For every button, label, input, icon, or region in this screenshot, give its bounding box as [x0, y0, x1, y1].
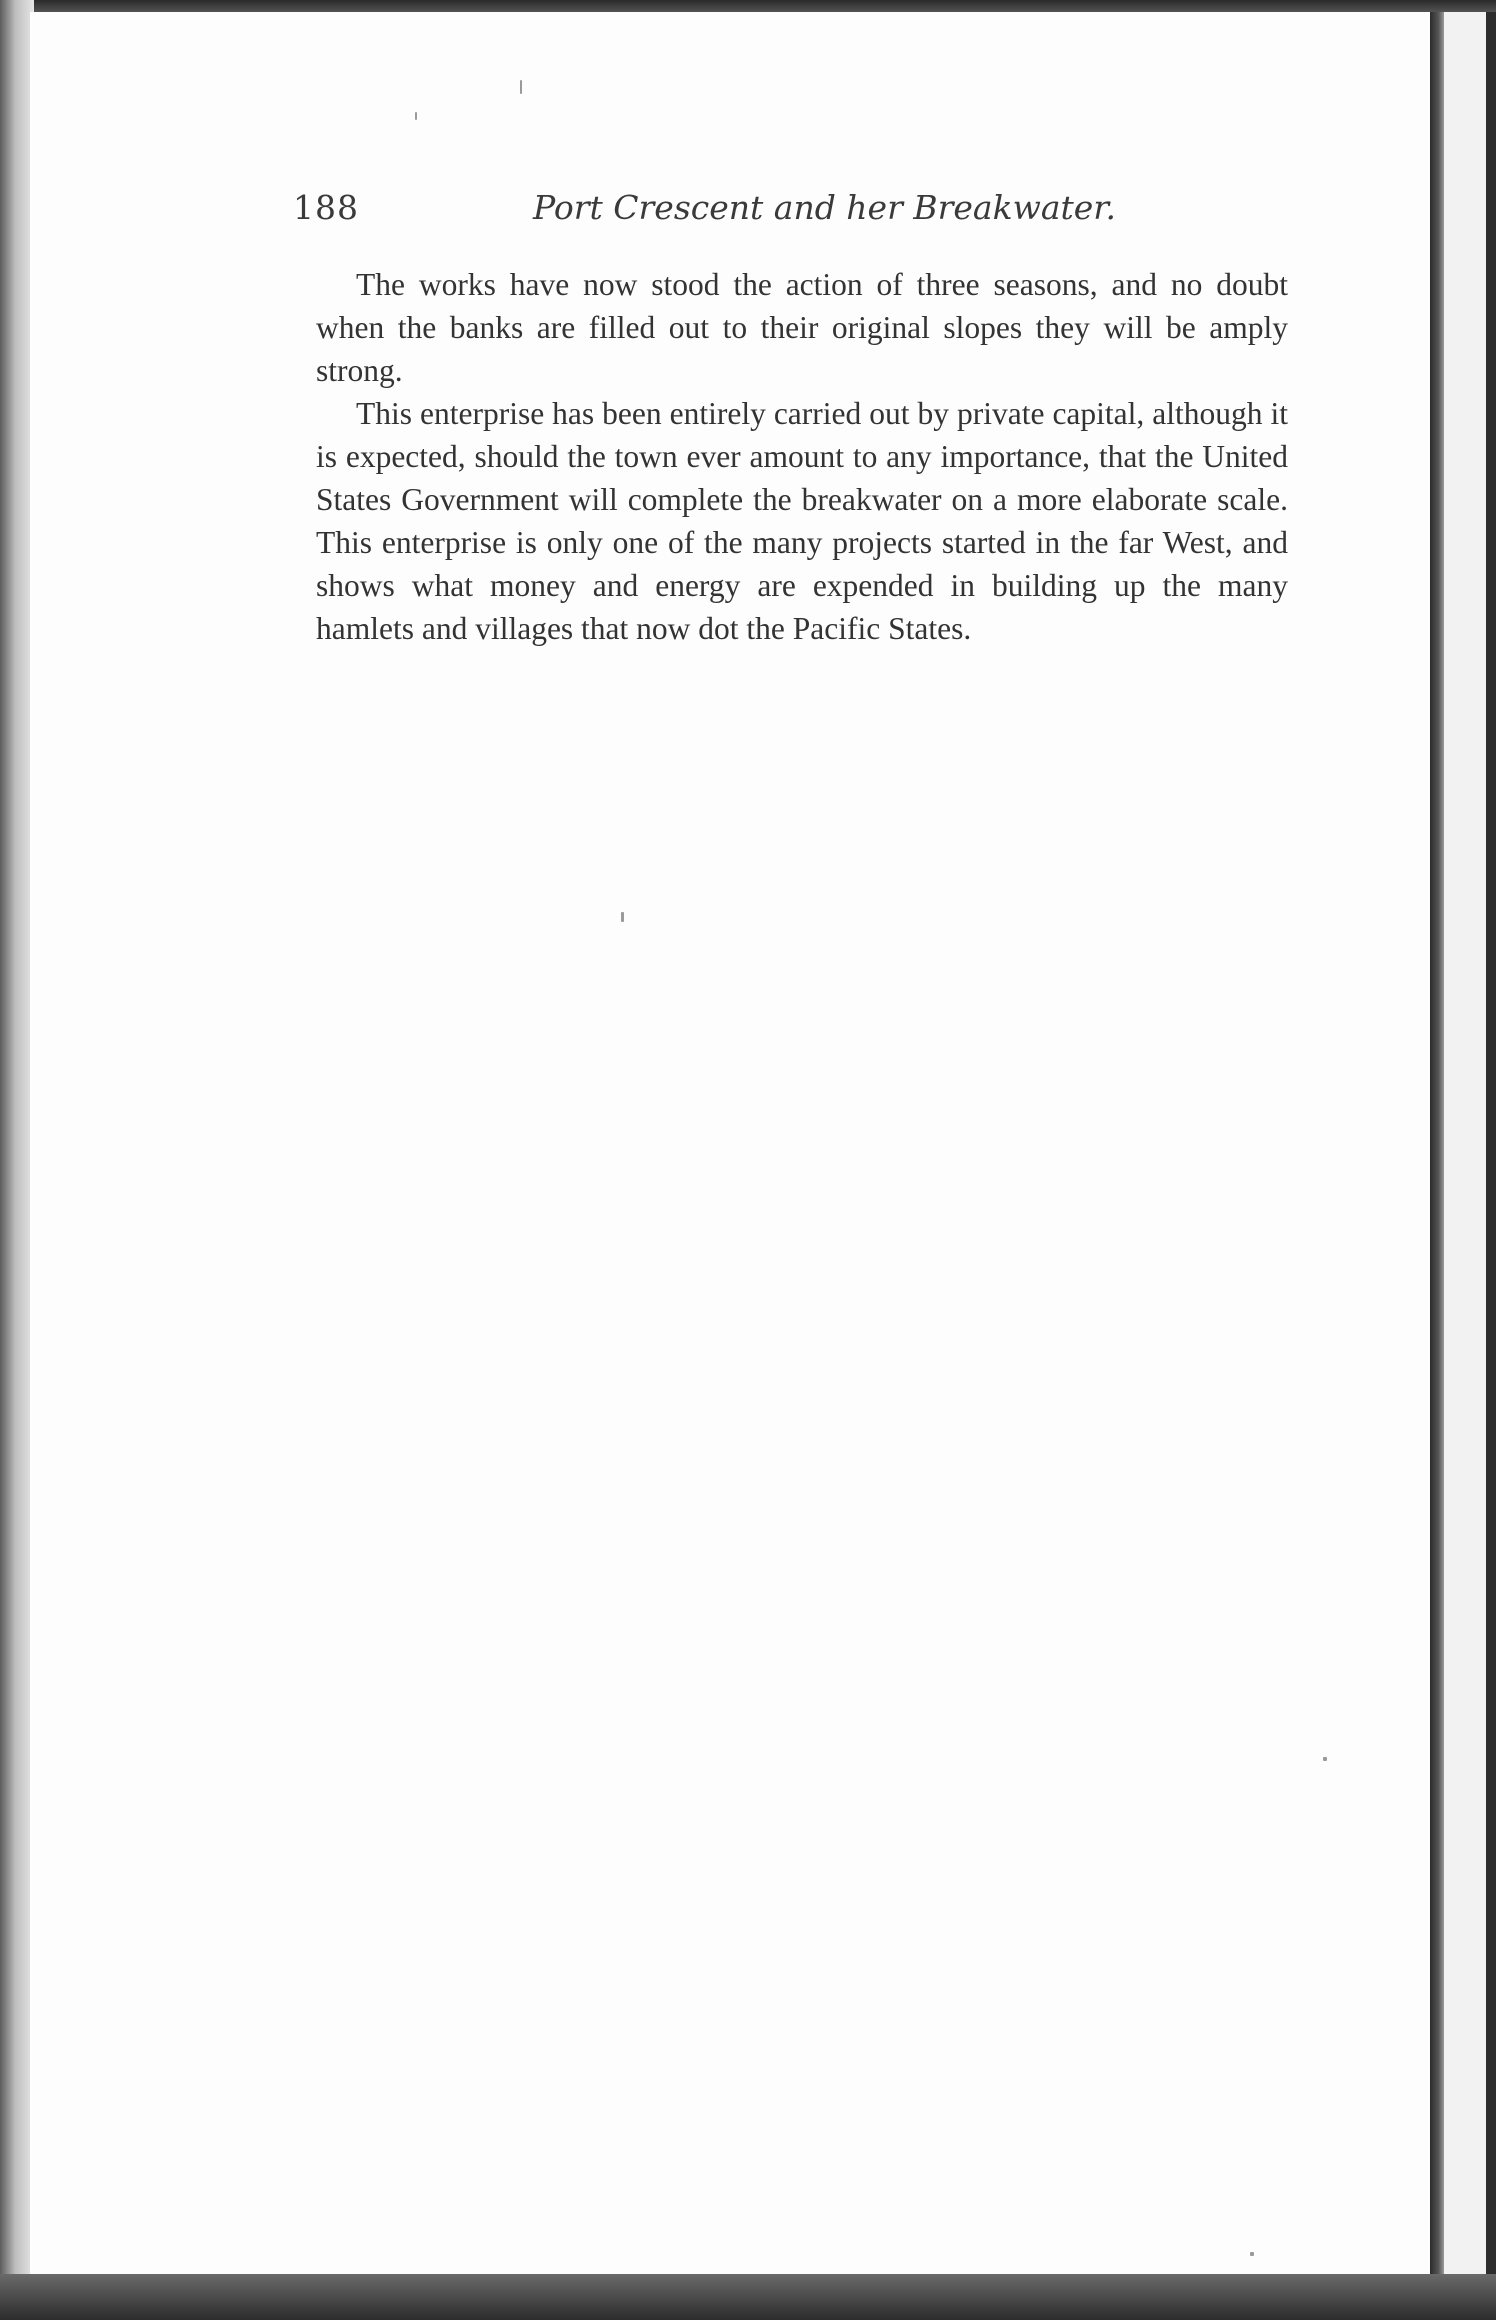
paragraph: This enterprise has been entirely carried out by private capital, although it is expected, should the town ever amount to any importance, that the United States Government will complete the breakwater on a more elaborate scale. This enterprise is only one of the many projects started in the far West, and shows what money and energy are expended in building up the many hamlets and villages that now dot the Pacific States.	[316, 396, 1288, 646]
scan-speck	[415, 112, 417, 120]
scan-speck	[621, 912, 624, 922]
scan-bottom-shadow	[0, 2274, 1496, 2320]
facing-page-shadow	[1486, 12, 1496, 2274]
scan-speck	[1250, 2252, 1254, 2256]
page-number: 188	[293, 188, 359, 227]
body-text	[316, 263, 1288, 650]
book-gutter	[1430, 12, 1444, 2274]
book-left-edge	[0, 0, 34, 2320]
scan-speck	[520, 80, 522, 94]
scan-speck	[1323, 1757, 1327, 1761]
book-page	[30, 12, 1430, 2274]
running-title: Port Crescent and her Breakwater.	[533, 188, 1116, 227]
paragraph: The works have now stood the action of three seasons, and no doubt when the banks are filled out to their original slopes they will be amply strong.	[316, 267, 1288, 388]
